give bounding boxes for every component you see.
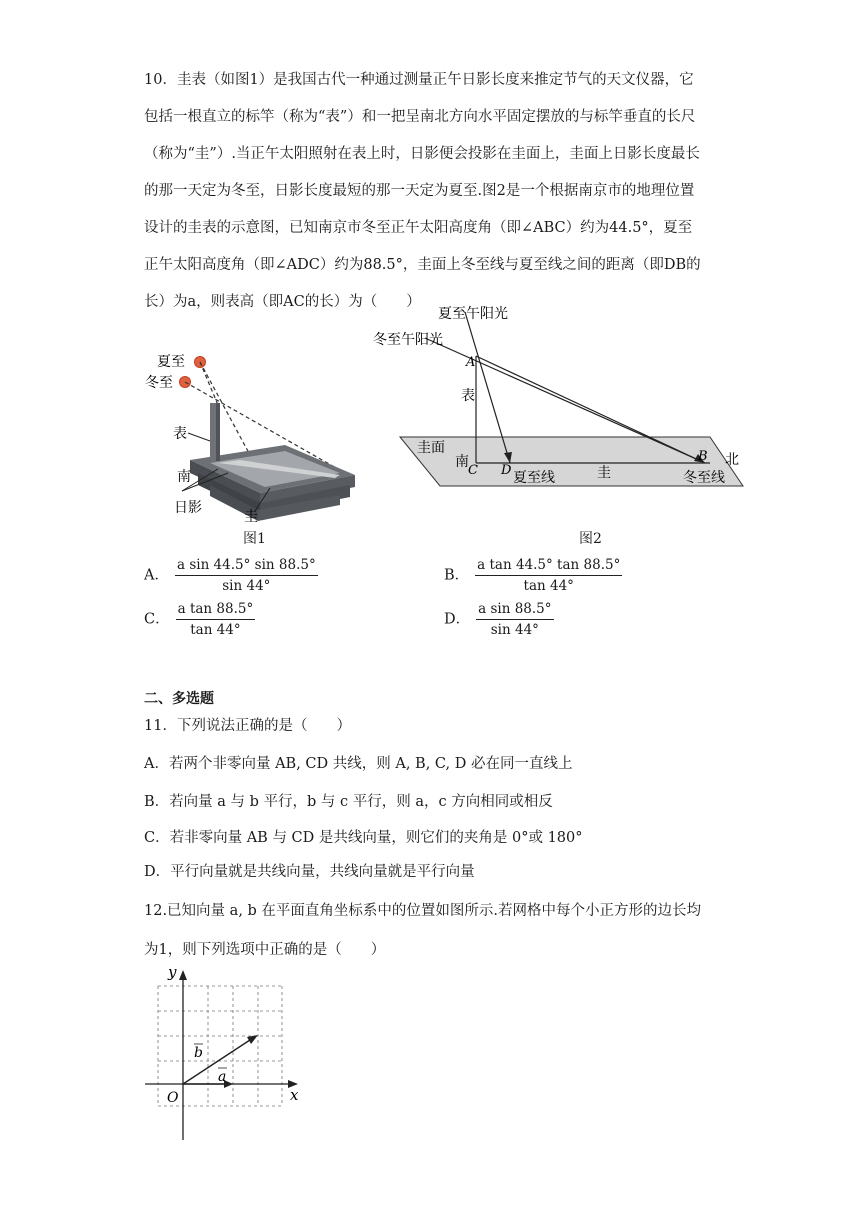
- option-letter: A．: [144, 567, 169, 584]
- q10-option-b[interactable]: [444, 557, 622, 594]
- vector-a-label: a: [218, 1069, 227, 1085]
- fig1-label-riying: 日影: [174, 500, 202, 516]
- fig2-label-gui: 圭: [597, 465, 611, 481]
- vector-b-label: b: [194, 1045, 203, 1061]
- q10-line-5: 设计的圭表的示意图，已知南京市冬至正午太阳高度角（即∠ABC）约为44.5°，夏至: [144, 220, 693, 236]
- q10-line-7: 长）为a，则表高（即AC的长）为（ ）: [144, 294, 421, 310]
- q10-option-a[interactable]: [144, 557, 318, 594]
- option-denominator: tan 44°: [190, 622, 241, 638]
- figure-2-schematic-diagram: [365, 300, 750, 500]
- fig1-label-nan: 南: [177, 469, 191, 485]
- option-numerator: a tan 88.5°: [176, 601, 256, 620]
- q10-line-1: 10．圭表（如图1）是我国古代一种通过测量正午日影长度来推定节气的天文仪器，它: [144, 72, 694, 88]
- figure-1-gnomon-illustration: [140, 345, 370, 530]
- fig2-label-biao: 表: [461, 388, 475, 404]
- q10-line-3: （称为“圭”）.当正午太阳照射在表上时，日影便会投影在圭面上，圭面上日影长度最长: [144, 146, 700, 162]
- q10-line-4: 的那一天定为冬至，日影长度最短的那一天定为夏至.图2是一个根据南京市的地理位置: [144, 183, 695, 199]
- option-letter: B．: [444, 567, 470, 584]
- option-letter: C．: [144, 611, 170, 628]
- q11-stem: 11．下列说法正确的是（ ）: [144, 718, 351, 734]
- x-axis-label: x: [290, 1086, 299, 1104]
- option-denominator: sin 44°: [490, 622, 539, 638]
- fig1-label-gui: 圭: [244, 509, 258, 525]
- q11-option-d[interactable]: D．平行向量就是共线向量，共线向量就是平行向量: [144, 864, 475, 880]
- option-letter: D．: [444, 611, 471, 628]
- figure-1-caption: 图1: [243, 531, 266, 547]
- section-heading: 二、多选题: [144, 691, 214, 707]
- origin-label: O: [167, 1090, 179, 1106]
- fig2-label-winter-line: 冬至线: [683, 470, 725, 486]
- fig2-label-summer-light: 夏至午阳光: [438, 306, 508, 322]
- q10-line-2: 包括一根直立的标竿（称为“表”）和一把呈南北方向水平固定摆放的与标竿垂直的长尺: [144, 109, 696, 125]
- fig2-label-bei: 北: [725, 452, 739, 468]
- q10-line-6: 正午太阳高度角（即∠ADC）约为88.5°，圭面上冬至线与夏至线之间的距离（即DB的: [144, 257, 701, 273]
- fig2-label-nan: 南: [455, 454, 469, 470]
- fig2-point-B: B: [698, 449, 708, 464]
- q10-option-d[interactable]: [444, 601, 554, 638]
- option-numerator: a sin 44.5° sin 88.5°: [175, 557, 318, 576]
- q11-option-a[interactable]: A．若两个非零向量 AB, CD 共线，则 A, B, C, D 必在同一直线上: [144, 756, 573, 772]
- q12-stem-line-2: 为1，则下列选项中正确的是（ ）: [144, 942, 386, 958]
- fig2-label-winter-light: 冬至午阳光: [373, 332, 443, 348]
- fig1-label-biao: 表: [173, 426, 187, 442]
- q12-vector-grid-figure: [140, 962, 315, 1142]
- option-numerator: a tan 44.5° tan 88.5°: [475, 557, 622, 576]
- option-denominator: sin 44°: [222, 578, 271, 594]
- fig1-label-dongzhi: 冬至: [145, 375, 173, 391]
- q11-option-b[interactable]: B．若向量 a 与 b 平行，b 与 c 平行，则 a，c 方向相同或相反: [144, 794, 553, 810]
- fig2-label-summer-line: 夏至线: [513, 470, 555, 486]
- fig1-label-xiazhi: 夏至: [157, 354, 185, 370]
- fig2-point-A: A: [466, 355, 476, 370]
- q10-option-c[interactable]: [144, 601, 255, 638]
- q11-option-c[interactable]: C．若非零向量 AB 与 CD 是共线向量，则它们的夹角是 0°或 180°: [144, 830, 583, 846]
- option-numerator: a sin 88.5°: [476, 601, 553, 620]
- figure-2-caption: 图2: [579, 531, 602, 547]
- fig2-point-D: D: [501, 463, 512, 478]
- fig2-point-C: C: [468, 463, 478, 478]
- fig2-label-guimian: 圭面: [417, 440, 445, 456]
- q12-stem-line-1: 12.已知向量 a, b 在平面直角坐标系中的位置如图所示.若网格中每个小正方形的边长均: [144, 903, 702, 919]
- y-axis-label: y: [168, 963, 177, 981]
- option-denominator: tan 44°: [523, 578, 574, 594]
